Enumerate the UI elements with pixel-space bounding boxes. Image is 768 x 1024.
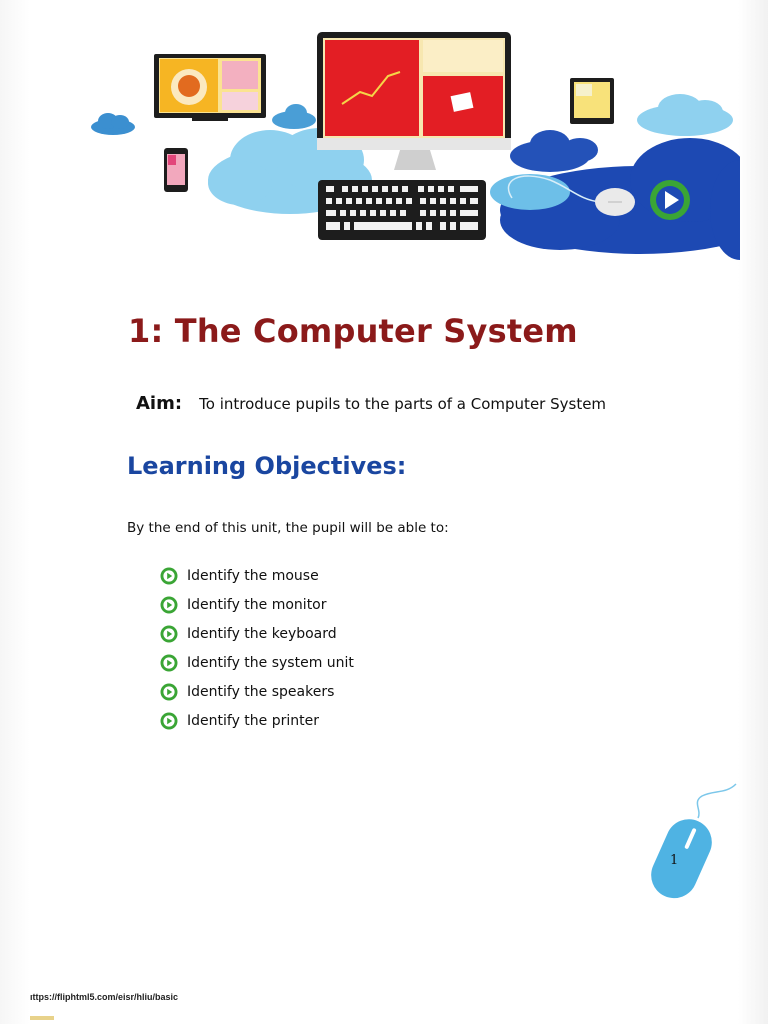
objective-item — [160, 706, 354, 735]
aim-line — [136, 393, 606, 414]
cloud-icon — [272, 104, 316, 129]
play-bullet-icon — [160, 683, 178, 701]
objective-item — [160, 561, 354, 590]
header-illustration — [80, 20, 740, 270]
objective-text: Identify the mouse — [187, 567, 319, 584]
objective-text: Identify the system unit — [187, 654, 354, 671]
cloud-icon — [91, 113, 135, 135]
objective-text: Identify the printer — [187, 712, 319, 729]
page-corner-mark — [30, 1016, 54, 1020]
objective-item — [160, 648, 354, 677]
monitor-icon — [317, 32, 511, 170]
aim-label: Aim: — [136, 393, 183, 414]
footer-url: ıttps://fliphtml5.com/eisr/hliu/basic — [30, 992, 179, 1002]
objectives-heading: Learning Objectives: — [127, 452, 407, 480]
tablet-icon — [570, 78, 614, 124]
objectives-list — [160, 561, 354, 735]
objective-item — [160, 677, 354, 706]
page-number: 1 — [670, 853, 679, 868]
page-edge-shadow — [0, 0, 30, 1024]
objective-text: Identify the keyboard — [187, 625, 337, 642]
play-bullet-icon — [160, 654, 178, 672]
play-bullet-icon — [160, 567, 178, 585]
mouse-icon — [640, 780, 750, 910]
objective-text: Identify the speakers — [187, 683, 335, 700]
play-bullet-icon — [160, 596, 178, 614]
objective-item — [160, 590, 354, 619]
objective-text: Identify the monitor — [187, 596, 327, 613]
play-bullet-icon — [160, 712, 178, 730]
aim-text: To introduce pupils to the parts of a Computer System — [199, 395, 607, 413]
objective-item — [160, 619, 354, 648]
play-bullet-icon — [160, 625, 178, 643]
phone-icon — [164, 148, 188, 192]
objectives-intro: By the end of this unit, the pupil will be able to: — [127, 520, 449, 536]
cloud-icon — [637, 94, 733, 136]
unit-title: 1: The Computer System — [128, 312, 578, 350]
play-icon — [650, 180, 690, 220]
tv-icon — [154, 54, 266, 121]
keyboard-icon — [318, 180, 486, 240]
